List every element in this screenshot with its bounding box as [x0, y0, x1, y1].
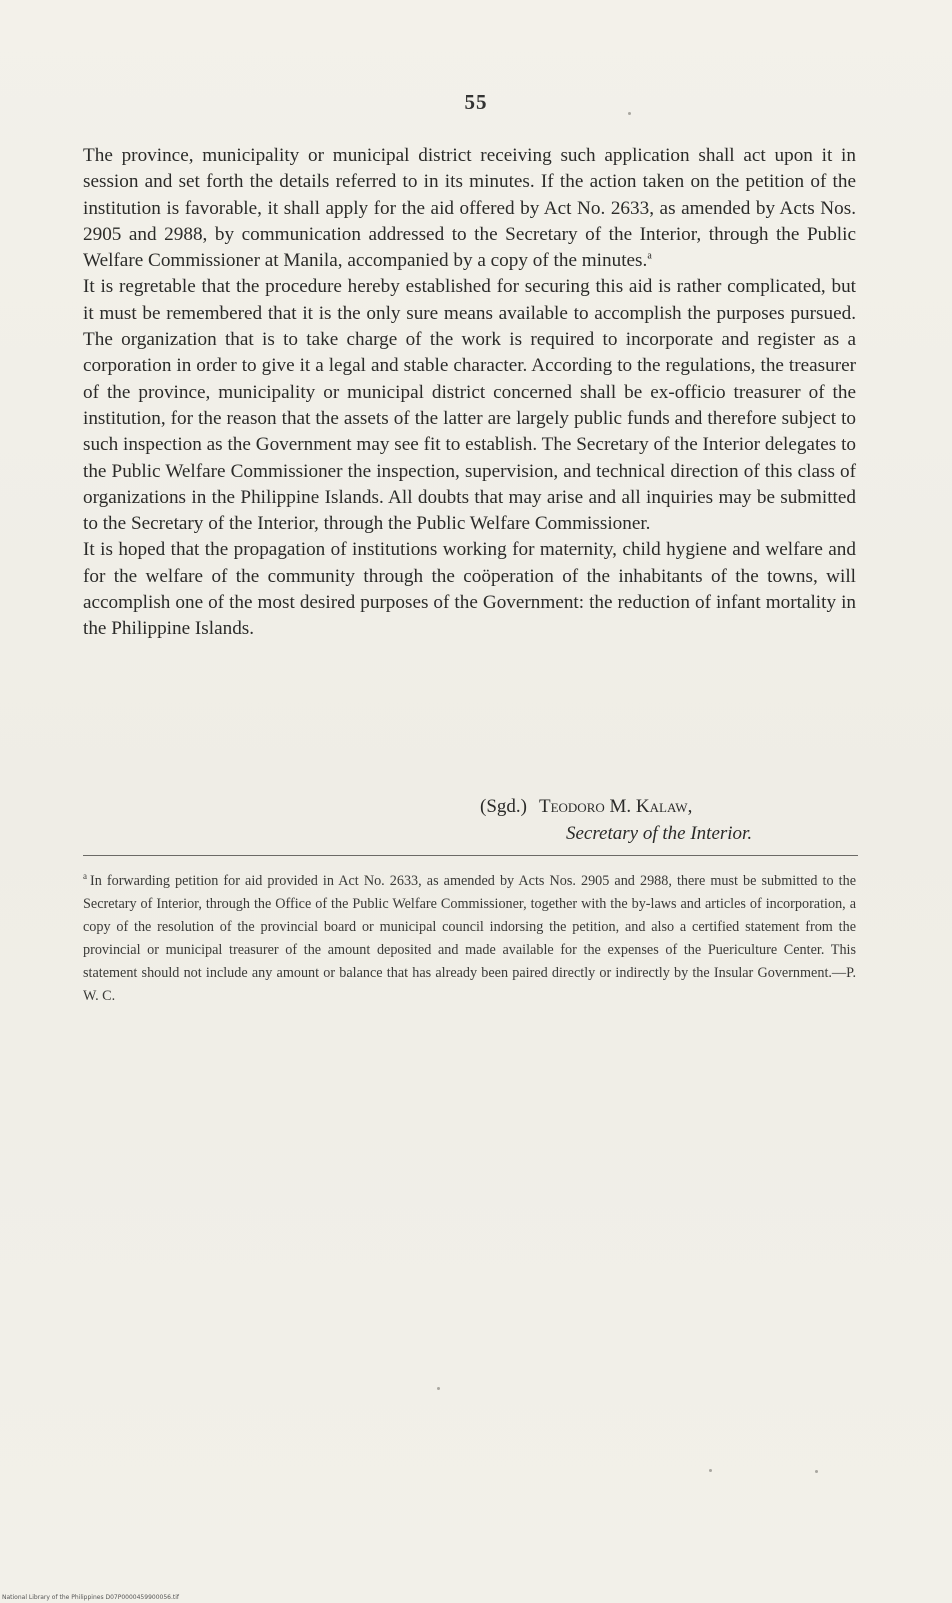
paragraph-1	[83, 143, 856, 274]
paper-speck	[628, 112, 631, 115]
signatory-name: Teodoro M. Kalaw,	[538, 796, 693, 817]
paper-speck	[437, 1387, 440, 1390]
signatory-title: Secretary of the Interior.	[566, 823, 753, 844]
signature-line	[480, 793, 860, 820]
paragraph-1-text: The province, municipality or municipal district receiving such application shall act upon it in session and set forth the details referred to in its minutes. If the action taken on the petition of the institution is favorable, it shall apply for the aid offered by Act No. 2633, as amended by Acts Nos. 2905 and 2988, by communication addressed to the Secretary of the Interior, through the Public Welfare Commissioner at Manila, accompanied by a copy of the minutes.	[83, 145, 856, 272]
footnote-text: In forwarding petition for aid provided in Act No. 2633, as amended by Acts Nos. 2905 and 2988, there must be submitted to the Secretary of Interior, through the Office of the Public Welfare Commissioner, together with the by-laws and articles of incorporation, a copy of the resolution of the provincial board or municipal council indorsing the petition, and also a certified statement from the provincial or municipal treasurer of the amount deposited and made available for the expenses of the Puericulture Center. This statement should not include any amount or balance that has already been paired directly or indirectly by the Insular Government.—P. W. C.	[83, 873, 856, 1005]
paragraph-2: It is regretable that the procedure hereby established for securing this aid is rather complicated, but it must be remembered that it is the only sure means available to accomplish the purposes pursued. The organization that is to take charge of the work is required to incorporate and register as a corporation in order to give it a legal and stable character. According to the regulations, the treasurer of the province, municipality or municipal district concerned shall be ex-officio treasurer of the institution, for the reason that the assets of the latter are largely public funds and therefore subject to such inspection as the Government may see fit to establish. The Secretary of the Interior delegates to the Public Welfare Commissioner the inspection, supervision, and technical direction of this class of organizations in the Philippine Islands. All doubts that may arise and all inquiries may be submitted to the Secretary of the Interior, through the Public Welfare Commissioner.	[83, 276, 856, 535]
signature-block	[480, 793, 860, 847]
footnote-mark: a	[83, 871, 87, 882]
footnote-reference: a	[647, 250, 652, 262]
paragraph-3: It is hoped that the propagation of institutions working for maternity, child hygiene and welfare and for the welfare of the community through the coöperation of the inhabitants of the towns, will accomplish one of the most desired purposes of the Government: the reduction of infant mortality in the Philippine Islands.	[83, 539, 856, 640]
signature-prefix: (Sgd.)	[480, 796, 527, 817]
page-number: 55	[464, 90, 488, 114]
paper-speck	[709, 1469, 712, 1472]
footnote	[83, 870, 856, 1009]
scan-source-caption: National Library of the Philippines D07P0000459900056.tif	[2, 1594, 180, 1601]
footnote-divider	[83, 855, 858, 856]
main-body	[83, 143, 856, 643]
paper-speck	[815, 1470, 818, 1473]
footnote-paragraph	[83, 870, 856, 1009]
